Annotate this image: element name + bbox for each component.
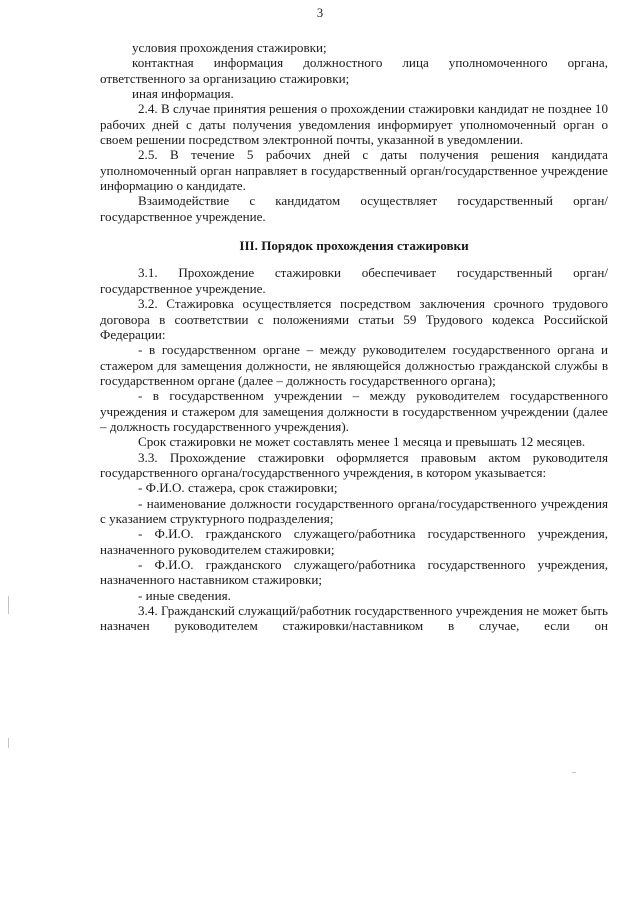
paragraph: Срок стажировки не может составлять менее 1 месяца и превышать 12 месяцев. xyxy=(138,434,586,450)
list-item: - иные сведения. xyxy=(138,587,231,603)
paragraph: 2.5. В течение 5 рабочих дней с даты получения решения кандидата уполномоченный орган направляет в государственный орган/государственное учреждение информацию о кандидате. xyxy=(100,147,608,194)
document-body xyxy=(100,40,608,634)
paragraph: условия прохождения стажировки; xyxy=(132,40,327,55)
paragraph: 3.4. Гражданский служащий/работник государственного учреждения не может быть назначен руководителем стажировки/наставником в случае, если он xyxy=(100,603,608,634)
list-item: - в государственном органе – между руководителем государственного органа и стажером для замещения должности, не являющейся должностью гражданской службы в государственном органе (далее – должность государственного органа); xyxy=(100,342,608,388)
scan-artifact xyxy=(8,596,9,614)
paragraph: 3.1. Прохождение стажировки обеспечивает государственный орган/государственное учреждение. xyxy=(100,265,608,296)
list-item: - Ф.И.О. стажера, срок стажировки; xyxy=(138,480,338,496)
paragraph: 2.4. В случае принятия решения о прохождении стажировки кандидат не позднее 10 рабочих дней с даты получения уведомления информирует уполномоченный орган о своем решении посредством электронной почты, указанной в уведомлении. xyxy=(100,101,608,148)
paragraph: 3.2. Стажировка осуществляется посредством заключения срочного трудового договора в соответствии с положениями статьи 59 Трудового кодекса Российской Федерации: xyxy=(100,296,608,342)
scan-artifact xyxy=(572,772,576,773)
list-item: - Ф.И.О. гражданского служащего/работника государственного учреждения, назначенного наставником стажировки; xyxy=(100,557,608,588)
paragraph: иная информация. xyxy=(132,86,234,102)
page-number: 3 xyxy=(316,6,324,20)
scan-artifact xyxy=(8,738,9,748)
list-item: - в государственном учреждении – между руководителем государственного учреждения и стажером для замещения должности в государственном учреждении (далее – должность государственного учреждения). xyxy=(100,388,608,434)
paragraph: 3.3. Прохождение стажировки оформляется правовым актом руководителя государственного органа/государственного учреждения, в котором указывается: xyxy=(100,449,608,480)
section-heading: III. Порядок прохождения стажировки xyxy=(239,238,469,254)
paragraph: Взаимодействие с кандидатом осуществляет государственный орган/государственное учреждение. xyxy=(100,193,608,224)
list-item: - наименование должности государственного органа/государственного учреждения с указанием структурного подразделения; xyxy=(100,495,608,526)
paragraph: контактная информация должностного лица уполномоченного органа, ответственного за организацию стажировки; xyxy=(100,55,608,86)
list-item: - Ф.И.О. гражданского служащего/работника государственного учреждения, назначенного руководителем стажировки; xyxy=(100,526,608,557)
